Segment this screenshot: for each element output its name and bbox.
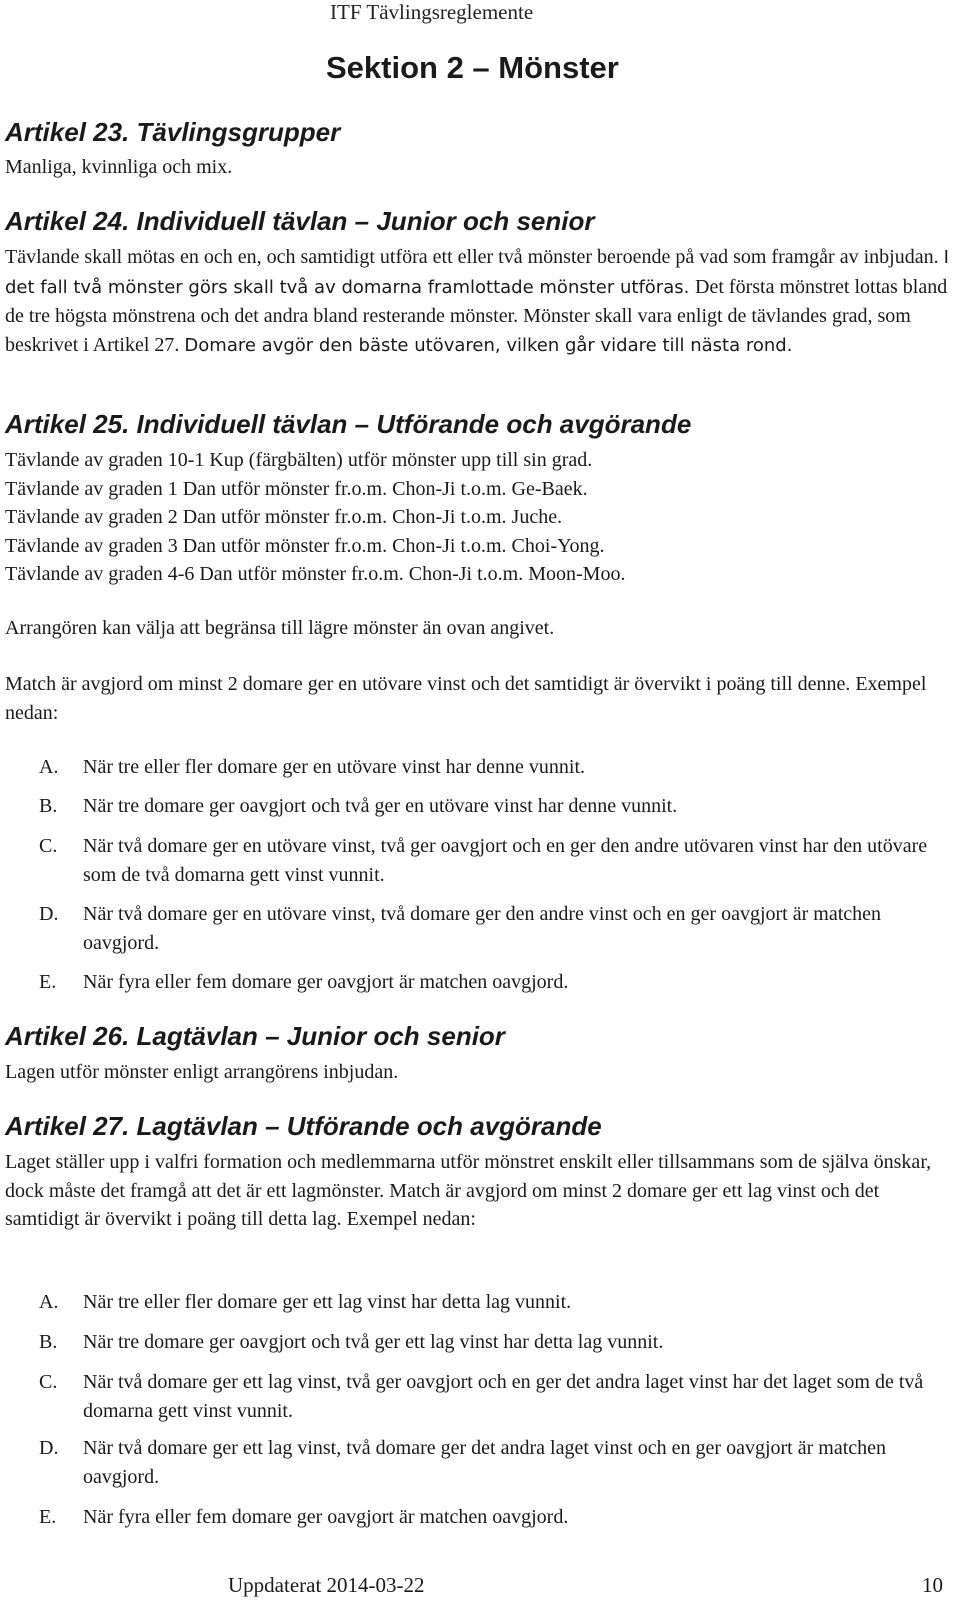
article-27-heading: Artikel 27. Lagtävlan – Utförande och avgörande	[5, 1111, 602, 1141]
example-text: När två domare ger ett lag vinst, två ger oavgjort och en ger det andra laget vinst har det laget som de två domarna gett vinst vunnit.	[83, 1371, 924, 1422]
example-text: När två domare ger en utövare vinst, två domare ger den andre vinst och en ger oavgjort är matchen oavgjord.	[83, 903, 882, 954]
example-letter: A.	[39, 756, 59, 778]
pattern-limit-text: Arrangören kan välja att begränsa till lägre mönster än ovan angivet.	[5, 617, 555, 639]
article-23-heading: Artikel 23. Tävlingsgrupper	[5, 117, 341, 147]
grade-rule: Tävlande av graden 1 Dan utför mönster fr.o.m. Chon-Ji t.o.m. Ge-Baek.	[5, 477, 588, 500]
example-letter: E.	[39, 1506, 57, 1528]
updated-date: Uppdaterat 2014-03-22	[228, 1573, 425, 1597]
example-text: När två domare ger ett lag vinst, två domare ger det andra laget vinst och en ger oavgjort är matchen oavgjord.	[83, 1437, 887, 1488]
article-24-text	[5, 243, 955, 360]
grade-rule: Tävlande av graden 2 Dan utför mönster fr.o.m. Chon-Ji t.o.m. Juche.	[5, 506, 563, 528]
running-title: ITF Tävlingsreglemente	[330, 0, 534, 24]
article-26-text: Lagen utför mönster enligt arrangörens inbjudan.	[5, 1061, 399, 1083]
article-24-sentence: Tävlande skall mötas en och en, och samtidigt utföra ett eller två mönster beroende på vad som framgår av inbjudan.	[5, 246, 944, 268]
grade-rule: Tävlande av graden 4-6 Dan utför mönster fr.o.m. Chon-Ji t.o.m. Moon-Moo.	[5, 563, 626, 585]
article-24-sentence: Mönster skall vara enligt de tävlandes grad, som beskrivet i Artikel 27.	[5, 305, 911, 356]
example-letter: A.	[39, 1291, 59, 1313]
article-24-sentence: Det första mönstret lottas bland de tre högsta mönstrena och det andra bland resterande mönster.	[5, 275, 948, 327]
article-25-heading: Artikel 25. Individuell tävlan – Utförande och avgörande	[5, 409, 692, 439]
example-text: När fyra eller fem domare ger oavgjort är matchen oavgjord.	[83, 1506, 569, 1528]
article-24-heading: Artikel 24. Individuell tävlan – Junior och senior	[5, 206, 595, 236]
page-number: 10	[922, 1573, 943, 1597]
example-letter: D.	[39, 903, 59, 925]
article-27-text: Laget ställer upp i valfri formation och medlemmarna utför mönstret enskilt eller tillsammans som de själva önskar, dock måste det framgå att det är ett lagmönster. Match är avgjord om minst 2 domare ger ett lag vinst och det samtidigt är övervikt i poäng till detta lag. Exempel nedan:	[5, 1151, 932, 1230]
example-text: När tre domare ger oavgjort och två ger en utövare vinst har denne vunnit.	[83, 795, 678, 817]
article-23-text: Manliga, kvinnliga och mix.	[5, 156, 233, 178]
example-text: När fyra eller fem domare ger oavgjort är matchen oavgjord.	[83, 971, 569, 993]
grade-rule: Tävlande av graden 3 Dan utför mönster fr.o.m. Chon-Ji t.o.m. Choi-Yong.	[5, 534, 605, 557]
example-letter: B.	[39, 795, 58, 817]
example-letter: C.	[39, 835, 58, 857]
match-decision-text: Match är avgjord om minst 2 domare ger en utövare vinst och det samtidigt är övervikt i poäng till denne. Exempel nedan:	[5, 673, 927, 724]
example-text: När tre eller fler domare ger ett lag vinst har detta lag vunnit.	[83, 1291, 572, 1313]
example-letter: C.	[39, 1371, 58, 1393]
example-text: När två domare ger en utövare vinst, två ger oavgjort och en ger den andre utövaren vinst har den utövare som de två domarna gett vinst vunnit.	[83, 835, 928, 886]
example-letter: E.	[39, 971, 57, 993]
example-text: När tre domare ger oavgjort och två ger ett lag vinst har detta lag vunnit.	[83, 1331, 664, 1353]
article-26-heading: Artikel 26. Lagtävlan – Junior och senior	[5, 1021, 505, 1051]
example-letter: D.	[39, 1437, 59, 1459]
example-letter: B.	[39, 1331, 58, 1353]
article-24-sentence: I det fall två mönster görs skall två av domarna framlottade mönster utföras.	[5, 247, 949, 298]
example-text: När tre eller fler domare ger en utövare vinst har denne vunnit.	[83, 756, 586, 778]
section-title: Sektion 2 – Mönster	[326, 50, 619, 85]
article-24-sentence: Domare avgör den bäste utövaren, vilken går vidare till nästa rond.	[184, 334, 793, 356]
grade-rule: Tävlande av graden 10-1 Kup (färgbälten) utför mönster upp till sin grad.	[5, 449, 593, 471]
